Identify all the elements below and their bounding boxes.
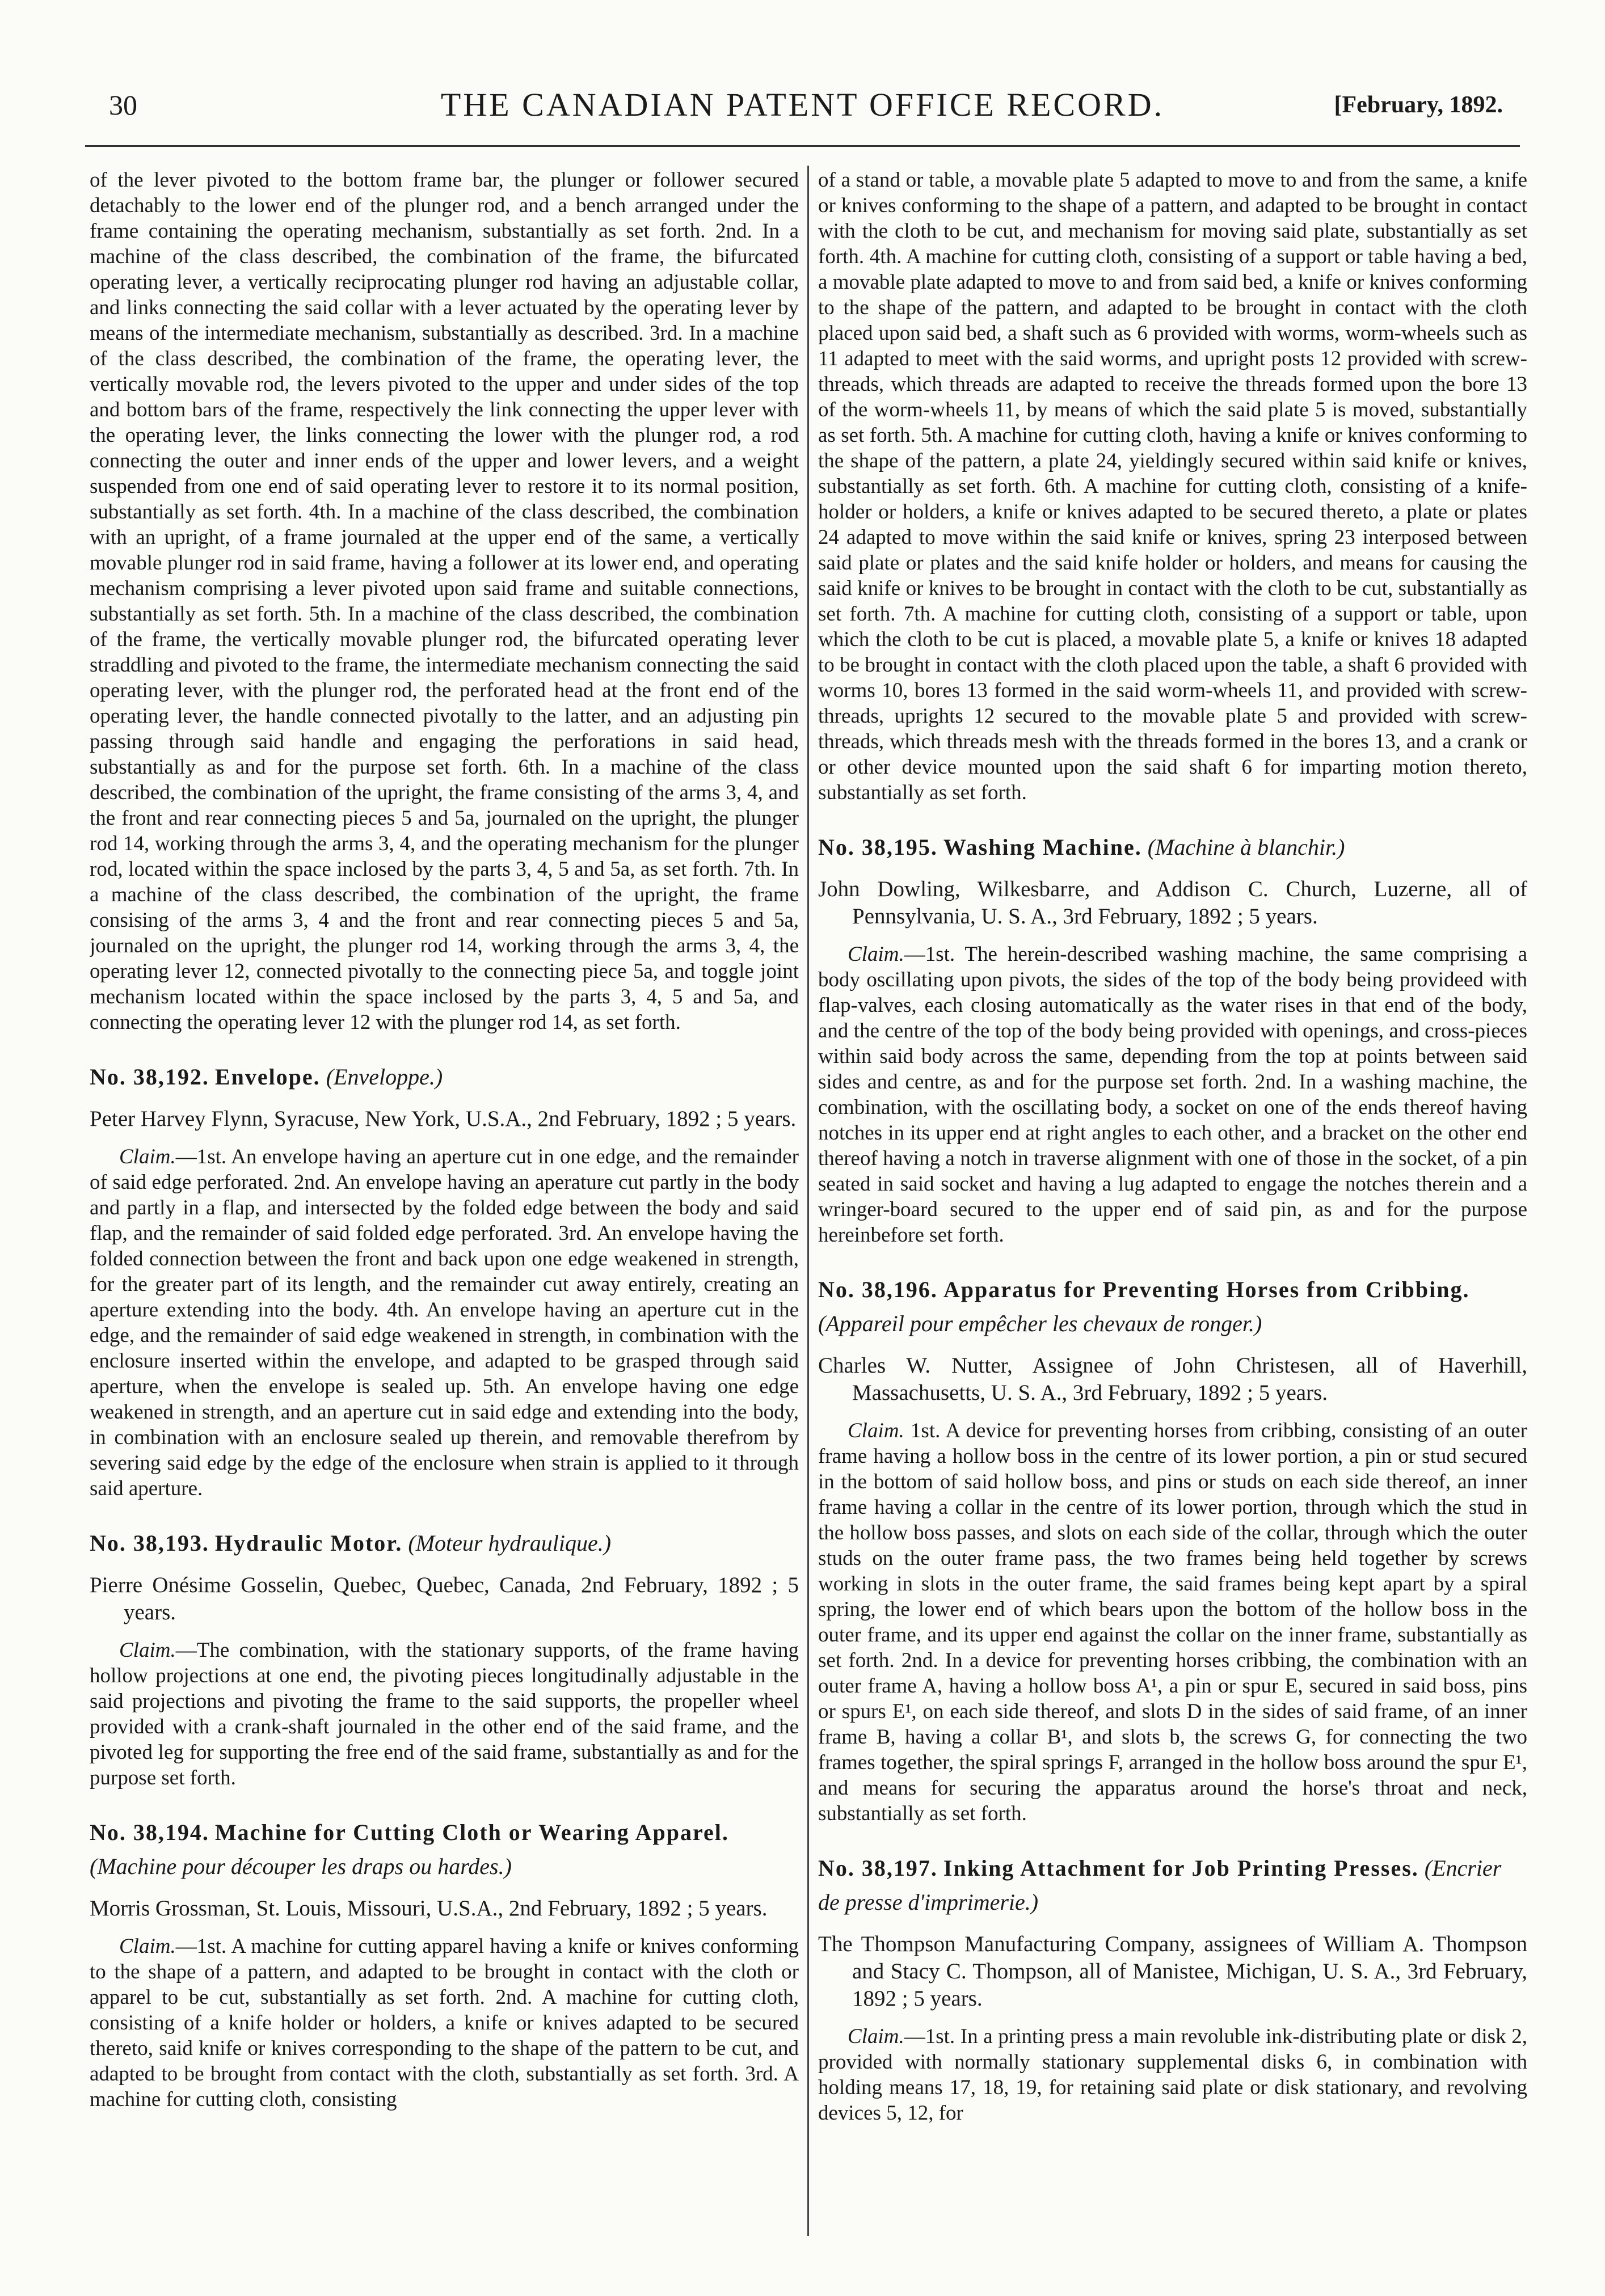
patent-entry-38196	[818, 1273, 1527, 1826]
grantees: Charles W. Nutter, Assignee of John Christesen, all of Haverhill, Massachusetts, U. S. A., 3rd February, 1892 ; 5 years.	[818, 1353, 1527, 1405]
french-title: (Machine à blanchir.)	[1147, 834, 1345, 860]
patent-title: Hydraulic Motor.	[214, 1530, 403, 1556]
patent-entry-38197	[818, 1851, 1527, 2126]
page-number: 30	[109, 89, 137, 121]
grantees: The Thompson Manufacturing Company, assignees of William A. Thompson and Stacy C. Thompson, all of Manistee, Michigan, U. S. A., 3rd February, 1892 ; 5 years.	[818, 1932, 1527, 2011]
claim-text	[818, 1418, 1527, 1826]
patent-number: No. 38,194.	[90, 1820, 209, 1845]
claim-label: Claim.	[119, 1639, 176, 1662]
claim-text	[90, 1934, 799, 2112]
column-divider	[807, 166, 809, 2236]
claim-label: Claim.	[119, 1145, 176, 1168]
claim-body: —1st. In a printing press a main revoluble ink-distributing plate or disk 2, provided with normally stationary supplemental disks 6, in combination with holding means 17, 18, 19, for retaining said plate or disk stationary, and revolving devices 5, 12, for	[818, 2025, 1527, 2125]
french-title: (Machine pour découper les draps ou hardes.)	[90, 1854, 512, 1879]
patent-title: Apparatus for Preventing Horses from Cribbing.	[943, 1277, 1470, 1302]
patent-number: No. 38,193.	[90, 1530, 209, 1556]
running-head	[85, 85, 1520, 126]
patent-entry-38194	[90, 1816, 799, 2112]
french-title: (Encrier de presse d'imprimerie.)	[818, 1855, 1502, 1915]
patent-entry-38195	[818, 830, 1527, 1248]
entry-heading	[818, 830, 1527, 864]
right-column	[818, 167, 1527, 2232]
claim-body: 1st. A device for preventing horses from cribbing, consisting of an outer frame having a hollow boss in the centre of its lower portion, a pin or stud secured in the bottom of said hollow boss, and pins or studs on each side thereof, an inner frame having a collar in the centre of its lower portion, through which the stud in the hollow boss passes, and slots on each side of the collar, through which the outer studs on the outer frame pass, the two frames being held together by screws working in slots in the outer frame, the said frames being kept apart by a spiral spring, the lower end of which bears upon the bottom of the hollow boss in the outer frame, and its upper end against the collar on the inner frame, substantially as set forth. 2nd. In a device for preventing horses cribbing, the combination with an outer frame A, having a hollow boss A¹, a pin or spur E, secured in said boss, pins or spurs E¹, on each side thereof, and slots D in the sides of said frame, of an inner frame B, having a collar B¹, and slots b, the screws G, for connecting the two frames together, the spiral springs F, arranged in the hollow boss around the spur E¹, and means for securing the apparatus around the horse's throat and neck, substantially as set forth.	[818, 1419, 1527, 1825]
patent-number: No. 38,197.	[818, 1855, 938, 1881]
patent-number: No. 38,195.	[818, 834, 938, 860]
claim-label: Claim.	[848, 943, 904, 966]
entry-heading	[90, 1526, 799, 1560]
patent-title: Machine for Cutting Cloth or Wearing Apparel.	[214, 1820, 729, 1845]
claim-body: —1st. A machine for cutting apparel having a knife or knives conforming to the shape of a pattern, and adapted to be brought in contact with the cloth or apparel to be cut, substantially as set forth. 2nd. A machine for cutting cloth, consisting of a knife holder or holders, a knife or knives adapted to be secured thereto, said knife or knives corresponding to the shape of the pattern to be cut, and adapted to be brought from contact with the cloth, substantially as set forth. 3rd. A machine for cutting cloth, consisting	[90, 1935, 799, 2111]
grantees: John Dowling, Wilkesbarre, and Addison C. Church, Luzerne, all of Pennsylvania, U. S. A., 3rd February, 1892 ; 5 years.	[818, 877, 1527, 928]
claim-text	[818, 2024, 1527, 2126]
claim-text	[818, 942, 1527, 1248]
grantees: Morris Grossman, St. Louis, Missouri, U.S.A., 2nd February, 1892 ; 5 years.	[90, 1896, 768, 1921]
claim-label: Claim.	[119, 1935, 176, 1958]
claim-body: —1st. An envelope having an aperture cut in one edge, and the remainder of said edge perforated. 2nd. An envelope having an aperature cut partly in the body and partly in a flap, and intersected by the folded edge between the body and said flap, and the remainder of said folded edge perforated. 3rd. An envelope having the folded connection between the front and back upon one edge weakened in strength, for the greater part of its length, and the remainder cut away entirely, creating an aperture extending into the body. 4th. An envelope having an aperture cut in the edge, and the remainder of said edge weakened in strength, in combination with the enclosure inserted within the envelope, and adapted to be grasped through said aperture, when the envelope is sealed up. 5th. An envelope having one edge weakened in strength, and an aperture cut in said edge and extending into the body, in combination with an enclosure sealed up therein, and removable therefrom by severing said edge by the edge of the enclosure when strain is applied to it through said aperture.	[90, 1145, 799, 1500]
continued-claim-text: of a stand or table, a movable plate 5 adapted to move to and from the same, a knife or knives conforming to the shape of a pattern, and adapted to be brought in contact with the cloth to be cut, and mechanism for moving said plate, substantially as set forth. 4th. A machine for cutting cloth, consisting of a support or table having a bed, a movable plate adapted to move to and from said bed, a knife or knives conforming to the shape of the pattern, and adapted to be brought in contact with the cloth placed upon said bed, a shaft such as 6 provided with worms, worm-wheels such as 11 adapted to meet with the said worms, and upright posts 12 provided with screw-threads, which threads are adapted to receive the threads formed upon the bore 13 of the worm-wheels 11, by means of which the said plate 5 is moved, substantially as set forth. 5th. A machine for cutting cloth, having a knife or knives conforming to the shape of the pattern, a plate 24, yieldingly secured within said knife or knives, substantially as set forth. 6th. A machine for cutting cloth, consisting of a knife-holder or holders, a knife or knives adapted to be secured thereto, a plate or plates 24 adapted to move within the said knife or knives, spring 23 interposed between said plate or plates and the said knife holder or holders, and means for causing the said knife or knives to be brought in contact with the cloth to be cut, substantially as set forth. 7th. A machine for cutting cloth, consisting of a support or table, upon which the cloth to be cut is placed, a movable plate 5, a knife or knives 18 adapted to be brought in contact with the cloth placed upon the table, a shaft 6 provided with worms 10, bores 13 formed in the said worm-wheels 11, and provided with screw-threads, uprights 12 secured to the movable plate 5 and provided with screw-threads, which threads mesh with the threads formed in the bores 13, and a crank or or other device mounted upon the said shaft 6 for imparting motion thereto, substantially as set forth.	[818, 168, 1527, 804]
claim-label: Claim.	[848, 1419, 904, 1442]
continued-claim-text: of the lever pivoted to the bottom frame bar, the plunger or follower secured detachably to the lower end of the plunger rod, and a bench arranged under the frame containing the operating mechanism, substantially as set forth. 2nd. In a machine of the class described, the combination of the frame, the bifurcated operating lever, a vertically reciprocating plunger rod having an adjustable collar, and links connecting the said collar with a lever actuated by the operating lever by means of the intermediate mechanism, substantially as described. 3rd. In a machine of the class described, the combination of the frame, the operating lever, the vertically movable rod, the levers pivoted to the upper and under sides of the top and bottom bars of the frame, respectively the link connecting the upper lever with the operating lever, the links connecting the lower with the plunger rod, a rod connecting the outer and inner ends of the upper and lower levers, and a weight suspended from one end of said operating lever to restore it to its normal position, substantially as set forth. 4th. In a machine of the class described, the combination with an upright, of a frame journaled at the upper end of the same, a vertically movable plunger rod in said frame, having a follower at its lower end, and operating mechanism comprising a lever pivoted upon said frame and suitable connections, substantially as set forth. 5th. In a machine of the class described, the combination of the frame, the vertically movable plunger rod, the bifurcated operating lever straddling and pivoted to the frame, the intermediate mechanism connecting the said operating lever, with the plunger rod, the perforated head at the front end of the operating lever, the handle connected pivotally to the latter, and an adjusting pin passing through said handle and engaging the perforations in said head, substantially as and for the purpose set forth. 6th. In a machine of the class described, the combination of the upright, the frame consisting of the arms 3, 4, and the front and rear connecting pieces 5 and 5a, journaled on the upright, the plunger rod 14, working through the arms 3, 4, and the operating mechanism for the plunger rod, located within the space inclosed by the parts 3, 4, 5 and 5a, as set forth. 7th. In a machine of the class described, the combination of the upright, the frame consising of the arms 3, 4 and the front and rear connecting pieces 5 and 5a, journaled on the upright, the plunger rod 14, working through the arms 3, 4, the operating lever 12, connected pivotally to the connecting piece 5a, and toggle joint mechanism located within the space inclosed by the parts 3, 4, 5 and 5a, and connecting the operating lever 12 with the plunger rod 14, as set forth.	[90, 168, 799, 1034]
patent-title: Inking Attachment for Job Printing Presses.	[943, 1855, 1419, 1881]
patent-entry-38193	[90, 1526, 799, 1791]
patent-title: Envelope.	[214, 1064, 321, 1090]
claim-body: —The combination, with the stationary supports, of the frame having hollow projections at one end, the pivoting pieces longitudinally adjustable in the said projections and pivoting the frame to the said supports, the propeller wheel provided with a crank-shaft journaled in the other end of the said frame, and the pivoted leg for supporting the free end of the said frame, substantially as and for the purpose set forth.	[90, 1639, 799, 1789]
header-rule	[85, 145, 1520, 147]
claim-body: —1st. The herein-described washing machine, the same comprising a body oscillating upon pivots, the sides of the top of the body being provideed with flap-valves, each closing automatically as the water rises in that end of the body, and the centre of the top of the body being provided with openings, and cross-pieces within said body across the same, depending from the top at points between said sides and centre, as and for the purpose set forth. 2nd. In a washing machine, the combination, with the oscillating body, a socket on one of the ends thereof having notches in its upper end at right angles to each other, and a bracket on the other end thereof having a notch in traverse alignment with one of those in the socket, of a pin seated in said socket and having a lug adapted to engage the notches therein and a wringer-board secured to the upper end of said pin, as and for the purpose hereinbefore set forth.	[818, 943, 1527, 1247]
claim-text	[90, 1637, 799, 1791]
entry-heading	[818, 1273, 1527, 1341]
patent-number: No. 38,192.	[90, 1064, 209, 1090]
journal-title: THE CANADIAN PATENT OFFICE RECORD.	[440, 86, 1165, 123]
patent-number: No. 38,196.	[818, 1277, 938, 1302]
grantees: Pierre Onésime Gosselin, Quebec, Quebec, Canada, 2nd February, 1892 ; 5 years.	[90, 1573, 799, 1624]
left-column	[90, 167, 799, 2232]
issue-date: [February, 1892.	[1334, 92, 1503, 118]
french-title: (Appareil pour empêcher les chevaux de ronger.)	[818, 1311, 1262, 1336]
claim-text	[90, 1144, 799, 1501]
patent-title: Washing Machine.	[943, 834, 1142, 860]
entry-heading	[818, 1851, 1527, 1919]
grantees: Peter Harvey Flynn, Syracuse, New York, U.S.A., 2nd February, 1892 ; 5 years.	[90, 1107, 797, 1131]
french-title: (Enveloppe.)	[326, 1064, 443, 1090]
french-title: (Moteur hydraulique.)	[408, 1530, 612, 1556]
entry-heading	[90, 1816, 799, 1884]
patent-entry-38192	[90, 1060, 799, 1501]
claim-label: Claim.	[848, 2025, 904, 2048]
entry-heading	[90, 1060, 799, 1094]
